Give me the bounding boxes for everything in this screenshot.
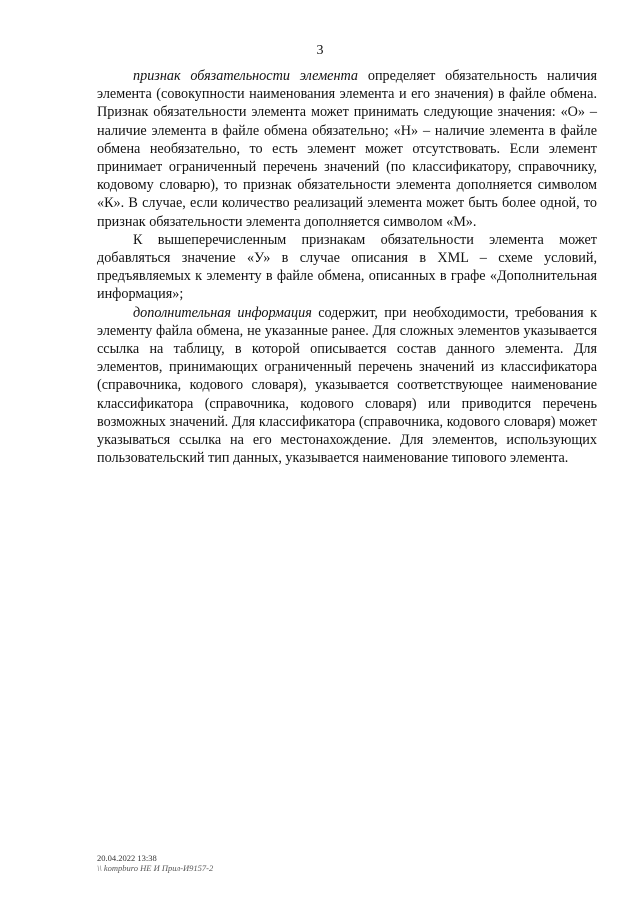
page-number: 3 xyxy=(316,43,324,58)
footer-date-time: 20.04.2022 13:38 xyxy=(97,853,157,863)
document-body xyxy=(97,67,597,467)
paragraph-conditional-flag xyxy=(97,231,597,304)
term-additional-info: дополнительная информация xyxy=(133,304,312,321)
term-mandatory-flag: признак обязательности элемента xyxy=(133,68,359,84)
paragraph-additional-info xyxy=(97,304,597,468)
document-footer xyxy=(97,853,213,873)
paragraph-text: содержит, при необходимости, требования к элементу файла обмена, не указанные ранее. Для сложных элементов указывается ссылка на таблицу, в которой описывается состав данного элемента. Для элементов, принимающих ограниченный перечень значений из классификатора (справочника, кодового словаря), указывается соответствующее наименование классификатора (справочника, кодового словаря) или приводится перечень возможных значений. Для классификатора (справочника, кодового словаря) может указываться ссылка на его местонахождение. Для элементов, использующих пользовательский тип данных, указывается наименование типового элемента. xyxy=(97,304,597,467)
paragraph-text: определяет обязательность наличия элемента (совокупности наименования элемента и его значения) в файле обмена. Признак обязательности элемента может принимать следующие значения: «О» – наличие элемента в файле обмена обязательно; «Н» – наличие элемента в файле обмена необязательно, то есть элемент может отсутствовать. Если элемент принимает ограниченный перечень значений (по классификатору, справочнику, кодовому словарю), то признак обязательности элемента дополняется символом «К». В случае, если количество реализаций элемента может быть более одной, то признак обязательности элемента дополняется символом «М». xyxy=(97,68,597,230)
paragraph-mandatory-flag xyxy=(97,67,597,231)
footer-file-ref: \\ kompburo НЕ И Прил-И9157-2 xyxy=(97,863,214,873)
paragraph-text: К вышеперечисленным признакам обязательности элемента может добавляться значение «У» в случае описания в XML – схеме условий, предъявляемых к элементу в файле обмена, описанных в графе «Дополнительная информация»; xyxy=(97,231,597,303)
